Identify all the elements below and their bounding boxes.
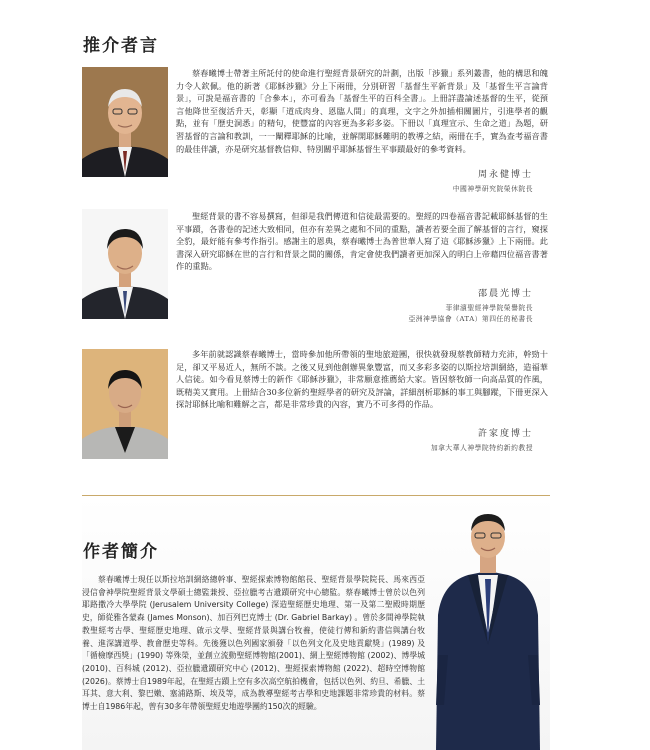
portrait-photo [82, 67, 168, 177]
portrait-photo [82, 209, 168, 319]
recommender-name: 邵晨光博士 [477, 289, 533, 299]
recommender-signature [431, 426, 533, 454]
recommender-affiliation: 中國神學研究院榮休院長 [452, 185, 533, 193]
author-bio: 蔡春曦博士現任以斯拉培訓網絡總幹事、聖經探索博物館館長、聖經背景學院院長、馬來西亞浸信會神學院聖經背景文學碩士總監兼授、亞拉臘考古遺蹟研究中心總監。蔡春曦博士曾於以色列耶路撒冷大學學院 (Jerusalem University College) 深造聖經歷史地理、第一及第二聖殿時期歷史，師從雅各蒙森 (James Monson)、加百列巴克博士 (Dr. Gabriel Barkay) 。曾於多間神學院執教聖經考古學、聖經歷史地理、啟示文學、聖經背景與講台牧養，使徒行傳和新約書信與講台牧養、進深講道學、教會歷史等科。先後獲以色列國家頒發「以色列文化及史地貢獻獎」(1989) 及「循檢摩西獎」(1990) 等殊榮，並創立流動聖經博物館(2001)、網上聖經博物館 (2002)、博學城 (2010)、百科城 (2012)、亞拉臘遺蹟研究中心 (2012)、聖經探索博物館 (2022)、超時空博物館(2026)。蔡博士自1989年起，在聖經古蹟上空有多次高空航拍機會，包括以色列、約旦、希臘、土耳其、意大利、黎巴嫩、塞浦路斯、埃及等，成為教導聖經考古學和史地課題非常珍貴的材料。蔡博士自1986年起，曾有30多年帶領聖經史地遊學團約150次的經驗。 [82, 575, 425, 712]
portrait-photo [82, 349, 168, 459]
recommender-affiliation: 菲律濱聖經神學院榮譽院長 [445, 304, 533, 312]
recommender-affiliation: 加拿大華人神學院特約新約教授 [430, 444, 533, 452]
recommendation-text: 聖經背景的書不容易撰寫，但卻是我們傳道和信徒最需要的。聖經的四卷福音書記載耶穌基督的生平事蹟，各書卷的記述大致相同，但亦有差異之處和不同的重點，讀者若要全面了解基督的言行，窺探全豹，最好能有參考作指引。感謝主的恩典，蔡春曦博士為普世華人寫了這《耶穌涉獵》上下兩冊。此書深入研究耶穌在世的言行和背景之間的關係，肯定會使我們讀者更加深入的明白上帝藉四位福音書著作的重點。 [176, 211, 548, 272]
recommender-name: 許家度博士 [477, 429, 533, 439]
recommendation-title: 推介者言 [83, 36, 159, 56]
recommender-signature [408, 286, 533, 325]
recommendation-text: 蔡春曦博士帶著主所託付的使命進行聖經背景研究的計劃，出版「涉獵」系列叢書，他的構思和魄力令人欽佩。他的新著《耶穌涉獵》分上下兩冊，分別研習「基督生平新背景」及「基督生平言論背景」，可說是福音書的「合參本」，亦可看為「基督生平的百科全書」。上冊詳盡論述基督的生平，從預言他降世至復活升天，彰顯「道成肉身、恩臨人間」的真理，文字之外加插相關圖片，引進學者的觀點，並有「歷史洞悉」的精句，使豐富的內容更為多彩多姿。下冊以「真理宣示、生命之道」為題，研習基督的言論和教訓，一一闡釋耶穌的比喻，並解開耶穌難明的教導之結，兩冊在手，實為查考福音書的最佳伴讀，亦是研究基督教信仰、特別關乎耶穌基督生平事蹟最好的參考資料。 [176, 68, 548, 154]
recommender-name: 周永健博士 [477, 170, 533, 180]
recommender-signature [453, 167, 533, 195]
recommender-affiliation: 亞洲神學協會（ATA）第四任的秘書長 [408, 315, 533, 323]
recommendation-text: 多年前就認識蔡春曦博士，當時參加他所帶領的聖地旅遊團，很快就發現蔡教師精力充沛，幹勁十足，卻又平易近人，無所不談。之後又見到他創辦異象豐富，而又多彩多姿的以斯拉培訓網絡，造福華人信徒。如今看見蔡博士的新作《耶穌涉獵》，非常願意推薦給大家。皆因蔡牧師一向高品質的作風，既精美又實用。上冊結合30多位新約聖經學者的研究及評論，詳細剖析耶穌的事工與腳蹤，下冊更深入探討耶穌比喻和難解之言，都是非常珍貴的內容，實乃不可多得的作品。 [176, 349, 548, 410]
author-title: 作者簡介 [83, 542, 159, 562]
author-photo [428, 505, 548, 750]
